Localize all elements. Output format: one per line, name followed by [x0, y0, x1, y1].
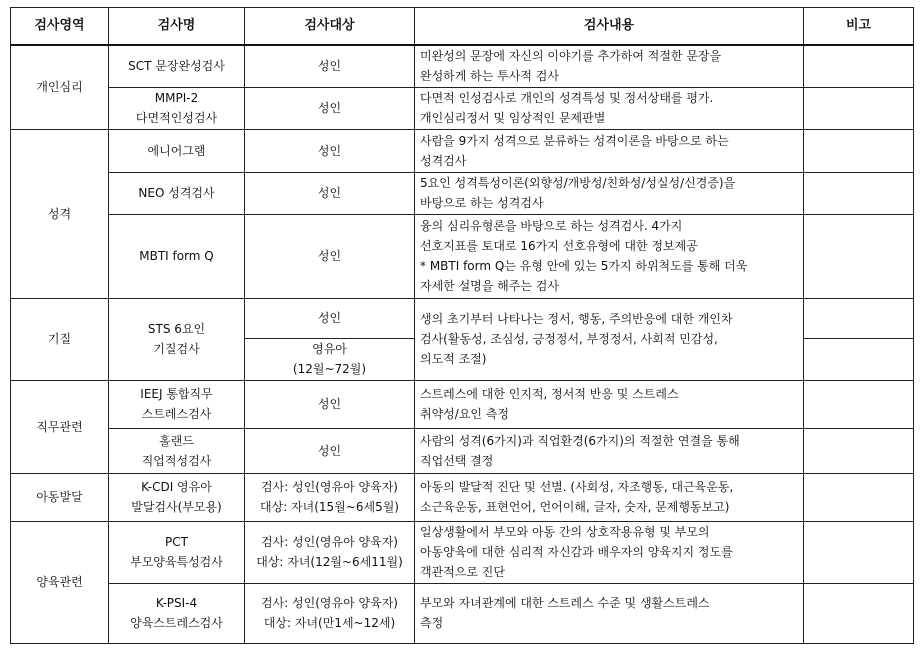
test-name-cell: SCT 문장완성검사 [109, 45, 245, 87]
note-cell [804, 380, 914, 428]
table-row [11, 521, 914, 583]
header-note: 비고 [804, 8, 914, 46]
note-cell [804, 45, 914, 87]
area-cell: 양육관련 [11, 521, 109, 643]
note-cell [804, 338, 914, 380]
header-area: 검사영역 [11, 8, 109, 46]
test-name-cell: IEEJ 통합직무 스트레스검사 [109, 380, 245, 428]
note-cell [804, 583, 914, 643]
table-row [11, 214, 914, 298]
content-cell: 부모와 자녀관계에 대한 스트레스 수준 및 생활스트레스 측정 [415, 583, 804, 643]
target-cell: 검사: 성인(영유아 양육자) 대상: 자녀(12월~6세11월) [245, 521, 415, 583]
target-cell: 성인 [245, 214, 415, 298]
target-cell: 성인 [245, 45, 415, 87]
note-cell [804, 214, 914, 298]
table-row [11, 473, 914, 521]
table-row [11, 380, 914, 428]
table-row [11, 45, 914, 87]
target-cell: 검사: 성인(영유아 양육자) 대상: 자녀(만1세~12세) [245, 583, 415, 643]
table-row [11, 87, 914, 129]
content-cell: 사람의 성격(6가지)과 직업환경(6가지)의 적절한 연결을 통해 직업선택 결정 [415, 428, 804, 473]
area-cell: 직무관련 [11, 380, 109, 473]
content-cell: 아동의 발달적 진단 및 선별. (사회성, 자조행동, 대근육운동, 소근육운동, 표현언어, 언어이해, 글자, 숫자, 문제행동보고) [415, 473, 804, 521]
note-cell [804, 473, 914, 521]
note-cell [804, 129, 914, 172]
test-name-cell: 에니어그램 [109, 129, 245, 172]
table-row [11, 428, 914, 473]
target-cell: 성인 [245, 428, 415, 473]
header-test-name: 검사명 [109, 8, 245, 46]
target-cell: 성인 [245, 172, 415, 214]
target-cell: 영유아 (12월~72월) [245, 338, 415, 380]
test-name-cell: K-PSI-4 양육스트레스검사 [109, 583, 245, 643]
test-name-cell: STS 6요인 기질검사 [109, 298, 245, 380]
note-cell [804, 521, 914, 583]
test-name-cell: K-CDI 영유아 발달검사(부모용) [109, 473, 245, 521]
content-cell: 융의 심리유형론을 바탕으로 하는 성격검사. 4가지 선호지표를 토대로 16가지 선호유형에 대한 정보제공 * MBTI form Q는 유형 안에 있는 5가지 하위척도를 통해 더욱 자세한 설명을 해주는 검사 [415, 214, 804, 298]
target-cell: 성인 [245, 298, 415, 338]
target-cell: 성인 [245, 380, 415, 428]
table-row [11, 129, 914, 172]
content-cell: 스트레스에 대한 인지적, 정서적 반응 및 스트레스 취약성/요인 측정 [415, 380, 804, 428]
content-cell: 생의 초기부터 나타나는 정서, 행동, 주의반응에 대한 개인차 검사(활동성, 조심성, 긍정정서, 부정정서, 사회적 민감성, 의도적 조절) [415, 298, 804, 380]
area-cell: 성격 [11, 129, 109, 298]
area-cell: 개인심리 [11, 45, 109, 129]
target-cell: 성인 [245, 129, 415, 172]
test-name-cell: 홀랜드 직업적성검사 [109, 428, 245, 473]
area-cell: 기질 [11, 298, 109, 380]
test-name-cell: PCT 부모양육특성검사 [109, 521, 245, 583]
table-row [11, 172, 914, 214]
content-cell: 사람을 9가지 성격으로 분류하는 성격이론을 바탕으로 하는 성격검사 [415, 129, 804, 172]
test-name-cell: NEO 성격검사 [109, 172, 245, 214]
target-cell: 성인 [245, 87, 415, 129]
note-cell [804, 172, 914, 214]
test-name-cell: MBTI form Q [109, 214, 245, 298]
header-target: 검사대상 [245, 8, 415, 46]
note-cell [804, 298, 914, 338]
table-row [11, 298, 914, 338]
test-name-cell: MMPI-2 다면적인성검사 [109, 87, 245, 129]
content-cell: 미완성의 문장에 자신의 이야기를 추가하여 적절한 문장을 완성하게 하는 투사적 검사 [415, 45, 804, 87]
note-cell [804, 87, 914, 129]
note-cell [804, 428, 914, 473]
content-cell: 다면적 인성검사로 개인의 성격특성 및 정서상태를 평가. 개인심리정서 및 임상적인 문제판별 [415, 87, 804, 129]
test-table [10, 7, 914, 644]
header-row [11, 8, 914, 46]
test-table-wrapper [10, 7, 914, 644]
header-content: 검사내용 [415, 8, 804, 46]
table-row [11, 583, 914, 643]
content-cell: 일상생활에서 부모와 아동 간의 상호작용유형 및 부모의 아동양육에 대한 심리적 자신감과 배우자의 양육지지 정도를 객관적으로 진단 [415, 521, 804, 583]
content-cell: 5요인 성격특성이론(외향성/개방성/친화성/성실성/신경증)을 바탕으로 하는 성격검사 [415, 172, 804, 214]
area-cell: 아동발달 [11, 473, 109, 521]
target-cell: 검사: 성인(영유아 양육자) 대상: 자녀(15월~6세5월) [245, 473, 415, 521]
